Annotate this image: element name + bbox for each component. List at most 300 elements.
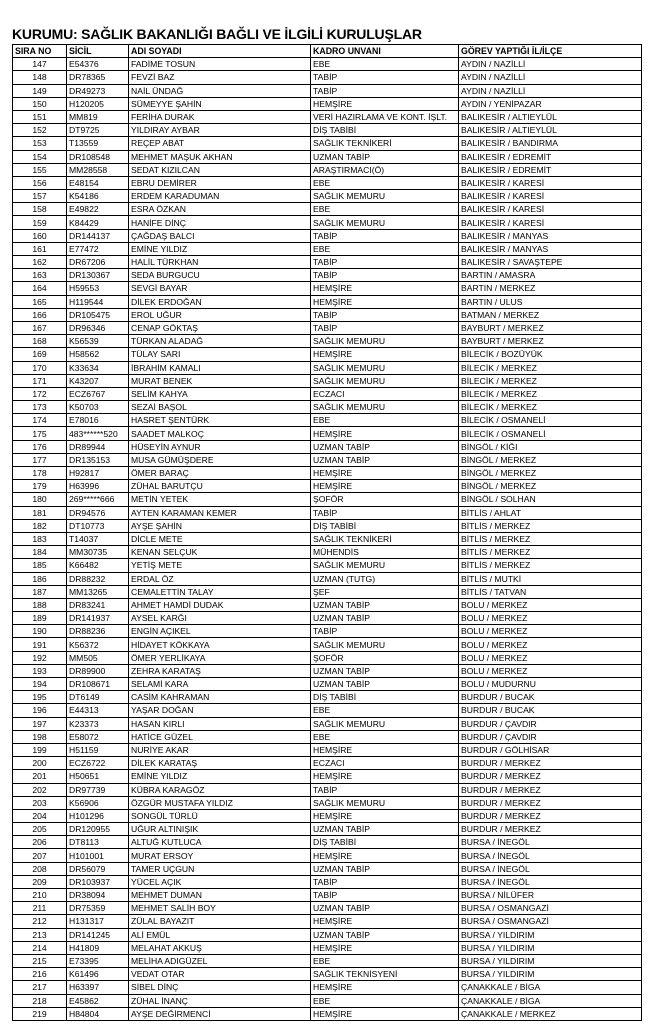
- cell-sicil: E48154: [67, 176, 129, 189]
- cell-sira-no: 205: [13, 823, 67, 836]
- cell-adi-soyadi: EBRU DEMİRER: [129, 176, 311, 189]
- cell-kadro-unvani: EBE: [311, 242, 459, 255]
- cell-gorev-yeri: BALIKESİR / KARESİ: [459, 216, 642, 229]
- table-row: [13, 678, 642, 691]
- cell-sicil: DR105475: [67, 308, 129, 321]
- table-row: [13, 203, 642, 216]
- cell-sira-no: 159: [13, 216, 67, 229]
- cell-adi-soyadi: ERDEM KARADUMAN: [129, 190, 311, 203]
- cell-kadro-unvani: MÜHENDİS: [311, 546, 459, 559]
- cell-sicil: K56372: [67, 638, 129, 651]
- cell-kadro-unvani: SAĞLIK TEKNİKERİ: [311, 137, 459, 150]
- table-row: [13, 519, 642, 532]
- cell-adi-soyadi: HİDAYET KÖKKAYA: [129, 638, 311, 651]
- cell-sira-no: 203: [13, 796, 67, 809]
- cell-gorev-yeri: BALIKESİR / EDREMİT: [459, 150, 642, 163]
- cell-sira-no: 147: [13, 58, 67, 71]
- cell-sicil: H63397: [67, 981, 129, 994]
- table-row: [13, 361, 642, 374]
- cell-sira-no: 155: [13, 163, 67, 176]
- cell-sicil: MM13265: [67, 585, 129, 598]
- cell-sicil: DR67206: [67, 256, 129, 269]
- cell-sicil: H101296: [67, 809, 129, 822]
- cell-sicil: K43207: [67, 374, 129, 387]
- table-row: [13, 730, 642, 743]
- cell-gorev-yeri: BURDUR / MERKEZ: [459, 796, 642, 809]
- table-row: [13, 532, 642, 545]
- cell-kadro-unvani: SAĞLIK MEMURU: [311, 401, 459, 414]
- cell-adi-soyadi: ZEHRA KARATAŞ: [129, 664, 311, 677]
- cell-sira-no: 200: [13, 757, 67, 770]
- cell-adi-soyadi: CEMALETTİN TALAY: [129, 585, 311, 598]
- cell-adi-soyadi: MURAT ERSOY: [129, 849, 311, 862]
- cell-gorev-yeri: AYDIN / YENİPAZAR: [459, 97, 642, 110]
- cell-sicil: T13559: [67, 137, 129, 150]
- cell-sicil: T14037: [67, 532, 129, 545]
- cell-gorev-yeri: BURSA / YILDIRIM: [459, 968, 642, 981]
- cell-kadro-unvani: UZMAN TABİP: [311, 612, 459, 625]
- cell-sira-no: 173: [13, 401, 67, 414]
- cell-sira-no: 218: [13, 994, 67, 1007]
- table-row: [13, 651, 642, 664]
- cell-gorev-yeri: BALIKESİR / ALTIEYLÜL: [459, 110, 642, 123]
- cell-kadro-unvani: DİŞ TABİBİ: [311, 124, 459, 137]
- cell-sira-no: 181: [13, 506, 67, 519]
- cell-kadro-unvani: TABİP: [311, 229, 459, 242]
- table-row: [13, 242, 642, 255]
- cell-gorev-yeri: BURSA / NİLÜFER: [459, 889, 642, 902]
- cell-sira-no: 176: [13, 440, 67, 453]
- cell-kadro-unvani: TABİP: [311, 625, 459, 638]
- table-row: [13, 110, 642, 123]
- table-row: [13, 190, 642, 203]
- cell-kadro-unvani: ARAŞTIRMACI(Ö): [311, 163, 459, 176]
- cell-kadro-unvani: HEMŞİRE: [311, 295, 459, 308]
- cell-kadro-unvani: SAĞLIK MEMURU: [311, 361, 459, 374]
- table-row: [13, 796, 642, 809]
- table-row: [13, 374, 642, 387]
- cell-sicil: DR88232: [67, 572, 129, 585]
- cell-gorev-yeri: ÇANAKKALE / MERKEZ: [459, 1007, 642, 1020]
- cell-adi-soyadi: MURAT BENEK: [129, 374, 311, 387]
- cell-sira-no: 211: [13, 902, 67, 915]
- cell-adi-soyadi: EROL UĞUR: [129, 308, 311, 321]
- cell-sira-no: 160: [13, 229, 67, 242]
- cell-sicil: DR120955: [67, 823, 129, 836]
- cell-sicil: DR96346: [67, 321, 129, 334]
- cell-kadro-unvani: HEMŞİRE: [311, 480, 459, 493]
- cell-gorev-yeri: BALIKESİR / ALTIEYLÜL: [459, 124, 642, 137]
- cell-kadro-unvani: SAĞLIK TEKNİSYENİ: [311, 968, 459, 981]
- cell-adi-soyadi: FEVZİ BAZ: [129, 71, 311, 84]
- cell-kadro-unvani: UZMAN TABİP: [311, 150, 459, 163]
- cell-sira-no: 216: [13, 968, 67, 981]
- cell-kadro-unvani: EBE: [311, 954, 459, 967]
- cell-sira-no: 194: [13, 678, 67, 691]
- cell-adi-soyadi: DİCLE METE: [129, 532, 311, 545]
- table-row: [13, 427, 642, 440]
- cell-adi-soyadi: MEHMET DUMAN: [129, 889, 311, 902]
- cell-adi-soyadi: ÇAĞDAŞ BALCI: [129, 229, 311, 242]
- cell-kadro-unvani: TABİP: [311, 269, 459, 282]
- cell-kadro-unvani: SAĞLIK MEMURU: [311, 638, 459, 651]
- cell-adi-soyadi: MELAHAT AKKUŞ: [129, 941, 311, 954]
- cell-kadro-unvani: UZMAN TABİP: [311, 440, 459, 453]
- cell-sicil: MM28558: [67, 163, 129, 176]
- table-row: [13, 401, 642, 414]
- cell-adi-soyadi: ÖZGÜR MUSTAFA YILDIZ: [129, 796, 311, 809]
- cell-kadro-unvani: TABİP: [311, 308, 459, 321]
- cell-kadro-unvani: EBE: [311, 203, 459, 216]
- table-row: [13, 704, 642, 717]
- cell-gorev-yeri: BİTLİS / TATVAN: [459, 585, 642, 598]
- cell-kadro-unvani: DİŞ TABİBİ: [311, 691, 459, 704]
- cell-sicil: DR89900: [67, 664, 129, 677]
- cell-sicil: DR108671: [67, 678, 129, 691]
- cell-kadro-unvani: ECZACI: [311, 757, 459, 770]
- cell-sira-no: 170: [13, 361, 67, 374]
- cell-sicil: K84429: [67, 216, 129, 229]
- cell-sicil: 269*****666: [67, 493, 129, 506]
- cell-sicil: K54186: [67, 190, 129, 203]
- cell-sira-no: 209: [13, 875, 67, 888]
- cell-adi-soyadi: DİLEK ERDOĞAN: [129, 295, 311, 308]
- cell-sira-no: 152: [13, 124, 67, 137]
- cell-gorev-yeri: BURDUR / GÖLHİSAR: [459, 743, 642, 756]
- cell-adi-soyadi: SEDA BURGUCU: [129, 269, 311, 282]
- cell-sicil: DT10773: [67, 519, 129, 532]
- cell-kadro-unvani: TABİP: [311, 506, 459, 519]
- cell-sira-no: 183: [13, 532, 67, 545]
- cell-sira-no: 156: [13, 176, 67, 189]
- table-row: [13, 269, 642, 282]
- cell-gorev-yeri: BARTIN / MERKEZ: [459, 282, 642, 295]
- cell-gorev-yeri: BURSA / OSMANGAZİ: [459, 902, 642, 915]
- cell-gorev-yeri: AYDIN / NAZİLLİ: [459, 58, 642, 71]
- cell-sicil: K61496: [67, 968, 129, 981]
- cell-sira-no: 162: [13, 256, 67, 269]
- cell-sira-no: 158: [13, 203, 67, 216]
- cell-sicil: DT6149: [67, 691, 129, 704]
- cell-gorev-yeri: ÇANAKKALE / BİGA: [459, 981, 642, 994]
- table-row: [13, 585, 642, 598]
- cell-adi-soyadi: AYSEL KARĞI: [129, 612, 311, 625]
- cell-gorev-yeri: BURDUR / BUCAK: [459, 691, 642, 704]
- table-row: [13, 836, 642, 849]
- cell-sicil: DR49273: [67, 84, 129, 97]
- cell-kadro-unvani: UZMAN TABİP: [311, 678, 459, 691]
- cell-adi-soyadi: REÇEP ABAT: [129, 137, 311, 150]
- cell-sicil: E73395: [67, 954, 129, 967]
- cell-gorev-yeri: BAYBURT / MERKEZ: [459, 321, 642, 334]
- cell-gorev-yeri: BOLU / MERKEZ: [459, 598, 642, 611]
- cell-adi-soyadi: ALİ EMÜL: [129, 928, 311, 941]
- cell-adi-soyadi: UĞUR ALTINIŞIK: [129, 823, 311, 836]
- cell-adi-soyadi: ERDAL ÖZ: [129, 572, 311, 585]
- cell-adi-soyadi: YAŞAR DOĞAN: [129, 704, 311, 717]
- cell-adi-soyadi: AYTEN KARAMAN KEMER: [129, 506, 311, 519]
- cell-adi-soyadi: MEHMET SALİH BOY: [129, 902, 311, 915]
- cell-sicil: H50651: [67, 770, 129, 783]
- cell-gorev-yeri: BİNGÖL / MERKEZ: [459, 467, 642, 480]
- cell-kadro-unvani: EBE: [311, 176, 459, 189]
- cell-gorev-yeri: BALIKESİR / KARESİ: [459, 203, 642, 216]
- cell-gorev-yeri: BURDUR / MERKEZ: [459, 809, 642, 822]
- cell-kadro-unvani: SAĞLIK MEMURU: [311, 335, 459, 348]
- cell-gorev-yeri: BATMAN / MERKEZ: [459, 308, 642, 321]
- cell-gorev-yeri: BİTLİS / MUTKİ: [459, 572, 642, 585]
- cell-gorev-yeri: BİLECİK / OSMANELİ: [459, 414, 642, 427]
- cell-adi-soyadi: ZÜLAL BAYAZIT: [129, 915, 311, 928]
- cell-sicil: DR135153: [67, 453, 129, 466]
- cell-adi-soyadi: METİN YETEK: [129, 493, 311, 506]
- cell-sira-no: 184: [13, 546, 67, 559]
- cell-adi-soyadi: HANİFE DİNÇ: [129, 216, 311, 229]
- cell-kadro-unvani: DİŞ TABİBİ: [311, 519, 459, 532]
- cell-kadro-unvani: HEMŞİRE: [311, 467, 459, 480]
- cell-sira-no: 172: [13, 387, 67, 400]
- cell-kadro-unvani: UZMAN TABİP: [311, 598, 459, 611]
- header-gorev-yeri: GÖREV YAPTIĞI İL/İLÇE: [459, 45, 642, 58]
- cell-kadro-unvani: HEMŞİRE: [311, 981, 459, 994]
- cell-sicil: DR56079: [67, 862, 129, 875]
- cell-sira-no: 150: [13, 97, 67, 110]
- cell-adi-soyadi: TÜRKAN ALADAĞ: [129, 335, 311, 348]
- table-row: [13, 954, 642, 967]
- cell-kadro-unvani: UZMAN TABİP: [311, 664, 459, 677]
- cell-sira-no: 186: [13, 572, 67, 585]
- cell-gorev-yeri: BURSA / YILDIRIM: [459, 941, 642, 954]
- cell-gorev-yeri: BARTIN / ULUS: [459, 295, 642, 308]
- cell-kadro-unvani: SAĞLIK MEMURU: [311, 717, 459, 730]
- cell-sicil: DR97739: [67, 783, 129, 796]
- cell-adi-soyadi: YÜCEL AÇIK: [129, 875, 311, 888]
- table-row: [13, 387, 642, 400]
- table-row: [13, 638, 642, 651]
- table-row: [13, 717, 642, 730]
- cell-gorev-yeri: BOLU / MUDURNU: [459, 678, 642, 691]
- cell-gorev-yeri: BURSA / İNEGÖL: [459, 836, 642, 849]
- cell-gorev-yeri: AYDIN / NAZİLLİ: [459, 84, 642, 97]
- cell-sicil: K50703: [67, 401, 129, 414]
- cell-gorev-yeri: BURDUR / MERKEZ: [459, 823, 642, 836]
- cell-sira-no: 202: [13, 783, 67, 796]
- cell-adi-soyadi: SİBEL DİNÇ: [129, 981, 311, 994]
- cell-adi-soyadi: SONGÜL TÜRLÜ: [129, 809, 311, 822]
- cell-adi-soyadi: TAMER UÇGUN: [129, 862, 311, 875]
- cell-gorev-yeri: BİNGÖL / MERKEZ: [459, 480, 642, 493]
- cell-adi-soyadi: HASRET ŞENTÜRK: [129, 414, 311, 427]
- table-row: [13, 256, 642, 269]
- cell-kadro-unvani: ŞOFÖR: [311, 651, 459, 664]
- cell-kadro-unvani: UZMAN (TUTG): [311, 572, 459, 585]
- cell-gorev-yeri: BİLECİK / MERKEZ: [459, 361, 642, 374]
- cell-sicil: E58072: [67, 730, 129, 743]
- table-row: [13, 889, 642, 902]
- table-row: [13, 941, 642, 954]
- cell-gorev-yeri: BİTLİS / MERKEZ: [459, 546, 642, 559]
- cell-kadro-unvani: HEMŞİRE: [311, 743, 459, 756]
- table-row: [13, 809, 642, 822]
- table-row: [13, 902, 642, 915]
- cell-sicil: H92817: [67, 467, 129, 480]
- table-row: [13, 150, 642, 163]
- cell-adi-soyadi: SEVGİ BAYAR: [129, 282, 311, 295]
- cell-sicil: H120205: [67, 97, 129, 110]
- table-row: [13, 71, 642, 84]
- cell-adi-soyadi: EMİNE YILDIZ: [129, 242, 311, 255]
- cell-adi-soyadi: SEZAİ BAŞOL: [129, 401, 311, 414]
- cell-adi-soyadi: FADİME TOSUN: [129, 58, 311, 71]
- table-row: [13, 348, 642, 361]
- cell-kadro-unvani: TABİP: [311, 84, 459, 97]
- cell-kadro-unvani: SAĞLIK TEKNİKERİ: [311, 532, 459, 545]
- cell-sicil: H59553: [67, 282, 129, 295]
- table-row: [13, 823, 642, 836]
- cell-kadro-unvani: EBE: [311, 730, 459, 743]
- table-row: [13, 295, 642, 308]
- cell-kadro-unvani: HEMŞİRE: [311, 941, 459, 954]
- cell-gorev-yeri: BURDUR / MERKEZ: [459, 770, 642, 783]
- cell-sicil: E54376: [67, 58, 129, 71]
- cell-kadro-unvani: TABİP: [311, 71, 459, 84]
- cell-sira-no: 219: [13, 1007, 67, 1020]
- cell-kadro-unvani: ECZACI: [311, 387, 459, 400]
- table-row: [13, 506, 642, 519]
- cell-adi-soyadi: HÜSEYİN AYNUR: [129, 440, 311, 453]
- cell-adi-soyadi: HALİL TÜRKHAN: [129, 256, 311, 269]
- cell-sira-no: 206: [13, 836, 67, 849]
- cell-adi-soyadi: EMİNE YILDIZ: [129, 770, 311, 783]
- cell-sicil: K56906: [67, 796, 129, 809]
- cell-gorev-yeri: BURDUR / ÇAVDIR: [459, 717, 642, 730]
- cell-sicil: MM505: [67, 651, 129, 664]
- cell-sicil: H51159: [67, 743, 129, 756]
- cell-sira-no: 217: [13, 981, 67, 994]
- cell-adi-soyadi: ESRA ÖZKAN: [129, 203, 311, 216]
- cell-kadro-unvani: UZMAN TABİP: [311, 453, 459, 466]
- cell-kadro-unvani: SAĞLIK MEMURU: [311, 190, 459, 203]
- cell-sira-no: 197: [13, 717, 67, 730]
- header-sicil: SİCİL: [67, 45, 129, 58]
- header-kadro-unvani: KADRO UNVANI: [311, 45, 459, 58]
- table-row: [13, 216, 642, 229]
- cell-gorev-yeri: BURSA / YILDIRIM: [459, 928, 642, 941]
- cell-sicil: H101001: [67, 849, 129, 862]
- cell-kadro-unvani: HEMŞİRE: [311, 915, 459, 928]
- cell-gorev-yeri: BALIKESİR / MANYAS: [459, 229, 642, 242]
- cell-sicil: E77472: [67, 242, 129, 255]
- cell-sira-no: 188: [13, 598, 67, 611]
- cell-sira-no: 195: [13, 691, 67, 704]
- cell-adi-soyadi: KÜBRA KARAGÖZ: [129, 783, 311, 796]
- cell-sira-no: 212: [13, 915, 67, 928]
- cell-sira-no: 199: [13, 743, 67, 756]
- cell-gorev-yeri: BİLECİK / MERKEZ: [459, 387, 642, 400]
- cell-gorev-yeri: BİTLİS / MERKEZ: [459, 532, 642, 545]
- cell-sicil: ECZ6722: [67, 757, 129, 770]
- cell-sira-no: 153: [13, 137, 67, 150]
- cell-kadro-unvani: ŞEF: [311, 585, 459, 598]
- cell-sicil: DR89944: [67, 440, 129, 453]
- cell-sicil: MM30735: [67, 546, 129, 559]
- cell-adi-soyadi: ENGİN AÇIKEL: [129, 625, 311, 638]
- cell-kadro-unvani: UZMAN TABİP: [311, 902, 459, 915]
- table-header-row: [13, 45, 642, 58]
- cell-adi-soyadi: FERİHA DURAK: [129, 110, 311, 123]
- cell-adi-soyadi: AYŞE ŞAHİN: [129, 519, 311, 532]
- cell-gorev-yeri: BOLU / MERKEZ: [459, 638, 642, 651]
- table-body: [13, 58, 642, 1021]
- cell-sicil: H63996: [67, 480, 129, 493]
- cell-adi-soyadi: YILDIRAY AYBAR: [129, 124, 311, 137]
- table-row: [13, 572, 642, 585]
- cell-gorev-yeri: BURSA / İNEGÖL: [459, 849, 642, 862]
- cell-sira-no: 185: [13, 559, 67, 572]
- cell-gorev-yeri: BOLU / MERKEZ: [459, 625, 642, 638]
- cell-sicil: DR94576: [67, 506, 129, 519]
- cell-gorev-yeri: BOLU / MERKEZ: [459, 612, 642, 625]
- table-row: [13, 124, 642, 137]
- cell-adi-soyadi: YETİŞ METE: [129, 559, 311, 572]
- cell-sicil: 483******520: [67, 427, 129, 440]
- cell-gorev-yeri: BALIKESİR / SAVAŞTEPE: [459, 256, 642, 269]
- cell-gorev-yeri: BURSA / İNEGÖL: [459, 862, 642, 875]
- cell-sicil: K23373: [67, 717, 129, 730]
- table-row: [13, 598, 642, 611]
- cell-gorev-yeri: BOLU / MERKEZ: [459, 651, 642, 664]
- cell-gorev-yeri: BİNGÖL / SOLHAN: [459, 493, 642, 506]
- cell-adi-soyadi: HASAN KIRLI: [129, 717, 311, 730]
- cell-gorev-yeri: BURDUR / MERKEZ: [459, 783, 642, 796]
- cell-sira-no: 204: [13, 809, 67, 822]
- cell-sira-no: 178: [13, 467, 67, 480]
- table-row: [13, 58, 642, 71]
- cell-sicil: E49822: [67, 203, 129, 216]
- cell-adi-soyadi: VEDAT OTAR: [129, 968, 311, 981]
- cell-kadro-unvani: SAĞLIK MEMURU: [311, 374, 459, 387]
- table-row: [13, 625, 642, 638]
- cell-kadro-unvani: VERİ HAZIRLAMA VE KONT. İŞLT.: [311, 110, 459, 123]
- cell-sira-no: 191: [13, 638, 67, 651]
- cell-kadro-unvani: HEMŞİRE: [311, 849, 459, 862]
- cell-gorev-yeri: BOLU / MERKEZ: [459, 664, 642, 677]
- cell-sira-no: 215: [13, 954, 67, 967]
- cell-adi-soyadi: HATİCE GÜZEL: [129, 730, 311, 743]
- cell-gorev-yeri: BURSA / İNEGÖL: [459, 875, 642, 888]
- cell-sicil: DR78365: [67, 71, 129, 84]
- cell-sicil: K33634: [67, 361, 129, 374]
- cell-sira-no: 214: [13, 941, 67, 954]
- cell-sira-no: 168: [13, 335, 67, 348]
- cell-gorev-yeri: BALIKESİR / KARESİ: [459, 190, 642, 203]
- table-row: [13, 321, 642, 334]
- cell-adi-soyadi: CENAP GÖKTAŞ: [129, 321, 311, 334]
- cell-kadro-unvani: DİŞ TABİBİ: [311, 836, 459, 849]
- cell-sira-no: 187: [13, 585, 67, 598]
- table-row: [13, 137, 642, 150]
- header-sira-no: SIRA NO: [13, 45, 67, 58]
- cell-kadro-unvani: HEMŞİRE: [311, 427, 459, 440]
- cell-sicil: MM819: [67, 110, 129, 123]
- table-row: [13, 928, 642, 941]
- cell-sira-no: 163: [13, 269, 67, 282]
- cell-gorev-yeri: BURSA / OSMANGAZİ: [459, 915, 642, 928]
- cell-sira-no: 208: [13, 862, 67, 875]
- cell-sicil: K56539: [67, 335, 129, 348]
- cell-sira-no: 175: [13, 427, 67, 440]
- cell-kadro-unvani: HEMŞİRE: [311, 1007, 459, 1020]
